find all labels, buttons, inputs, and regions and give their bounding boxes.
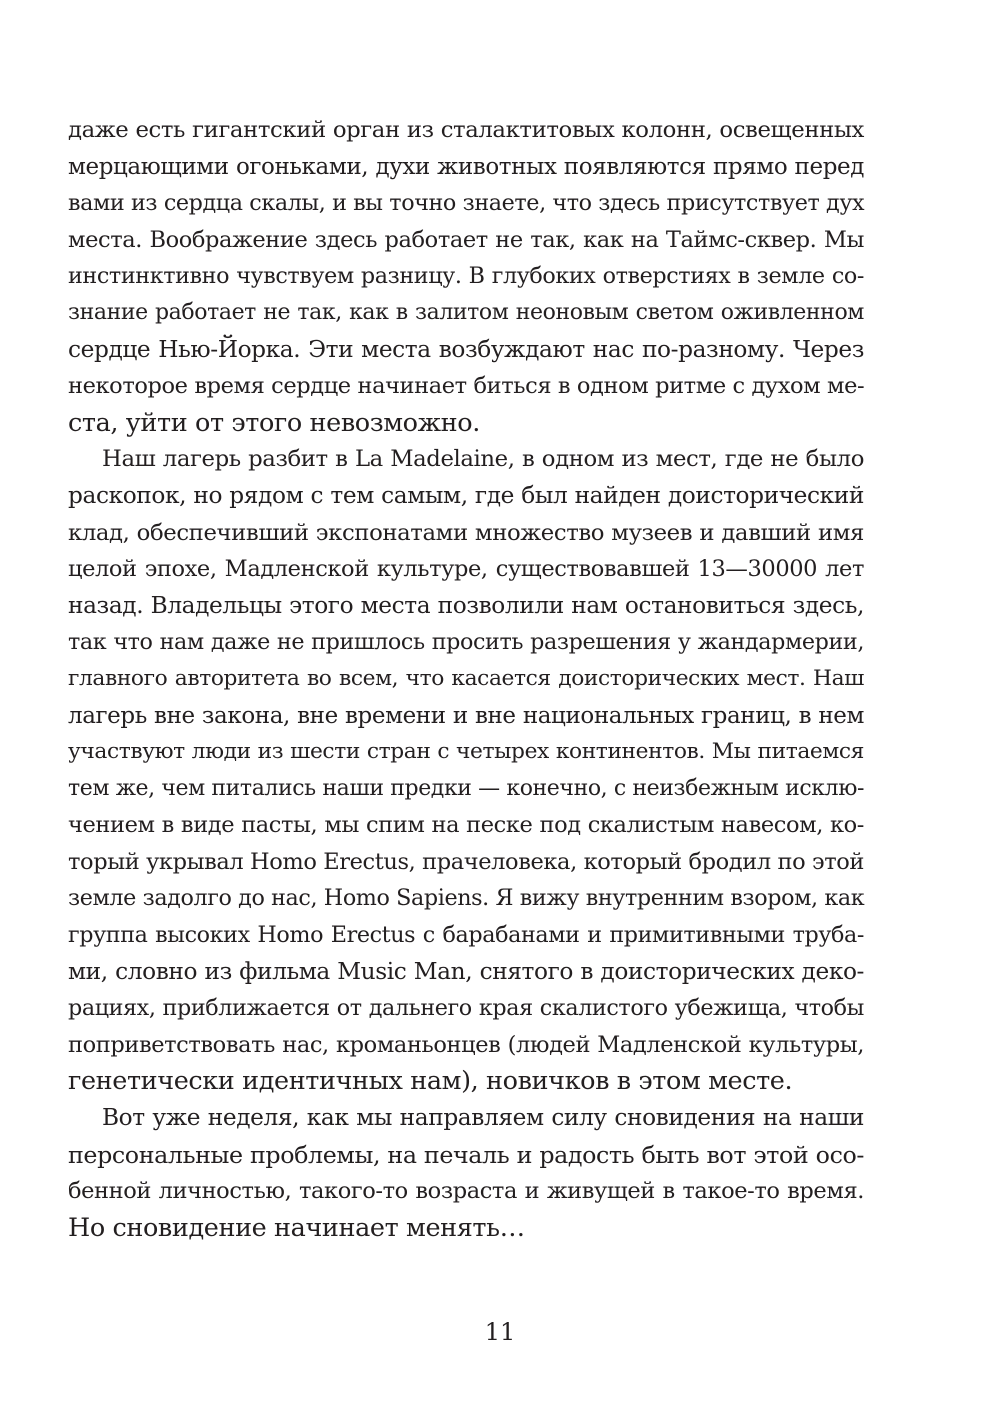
paragraph-1 <box>68 112 864 441</box>
text-line: клад, обеспечивший экспонатами множество музеев и давший имя <box>68 519 864 546</box>
text-line: земле задолго до нас, Homo Sapiens. Я вижу внутренним взором, как <box>68 885 865 912</box>
text-line: некоторое время сердце начинает биться в одном ритме с духом ме- <box>68 373 865 400</box>
text-line: группа высоких Homo Erectus с барабанами и примитивными труба- <box>68 922 864 949</box>
text-line: Вот уже неделя, как мы направляем силу сновидения на наши <box>102 1104 864 1132</box>
text-line: сердце Нью-Йорка. Эти места возбуждают нас по-разному. Через <box>68 335 864 363</box>
text-line: знание работает не так, как в залитом неоновым светом оживленном <box>68 299 864 325</box>
text-line: раскопок, но рядом с тем самым, где был найден доисторический <box>68 481 864 509</box>
text-line: так что нам даже не пришлось просить разрешения у жандармерии, <box>68 629 864 656</box>
text-line: поприветствовать нас, кроманьонцев (людей Мадленской культуры, <box>68 1031 864 1058</box>
body-text <box>68 112 864 1246</box>
text-line: инстинктивно чувствуем разницу. В глубоких отверстиях в земле со- <box>68 263 864 290</box>
text-line: тем же, чем питались наши предки — конечно, с неизбежным исклю- <box>68 775 865 801</box>
page-number: 11 <box>484 1318 516 1346</box>
text-line: назад. Владельцы этого места позволили нам остановиться здесь, <box>68 591 864 619</box>
text-line: места. Воображение здесь работает не так, как на Таймс-сквер. Мы <box>68 226 864 253</box>
text-line: Наш лагерь разбит в La Madelaine, в одном из мест, где не было <box>102 446 864 473</box>
text-line: торый укрывал Homo Erectus, прачеловека, который бродил по этой <box>68 848 864 875</box>
text-line: рациях, приближается от дальнего края скалистого убежища, чтобы <box>68 995 864 1022</box>
text-line: главного авторитета во всем, что касается доисторических мест. Наш <box>68 665 864 691</box>
paragraph-3 <box>68 1100 864 1246</box>
text-line: даже есть гигантский орган из сталактитовых колонн, освещенных <box>68 117 864 143</box>
text-line: участвуют люди из шести стран с четырех континентов. Мы питаемся <box>68 739 864 765</box>
text-line: персональные проблемы, на печаль и радость быть вот этой осо- <box>68 1140 864 1169</box>
text-line: Но сновидение начинает менять… <box>68 1212 525 1243</box>
paragraph-2 <box>68 441 864 1100</box>
text-line: генетически идентичных нам), новичков в этом месте. <box>68 1066 793 1097</box>
text-line: чением в виде пасты, мы спим на песке под скалистым навесом, ко- <box>68 812 864 839</box>
text-line: вами из сердца скалы, и вы точно знаете, что здесь присутствует дух <box>68 190 865 217</box>
text-line: целой эпохе, Мадленской культуре, существовавшей 13—30000 лет <box>68 556 864 583</box>
text-line: ми, словно из фильма Music Man, снятого в доисторических деко- <box>68 957 864 985</box>
text-line: ста, уйти от этого невозможно. <box>68 407 480 438</box>
text-line: бенной личностью, такого-то возраста и живущей в такое-то время. <box>68 1178 864 1205</box>
text-line: мерцающими огоньками, духи животных появляются прямо перед <box>68 153 864 180</box>
text-line: лагерь вне закона, вне времени и вне национальных границ, в нем <box>68 702 864 729</box>
